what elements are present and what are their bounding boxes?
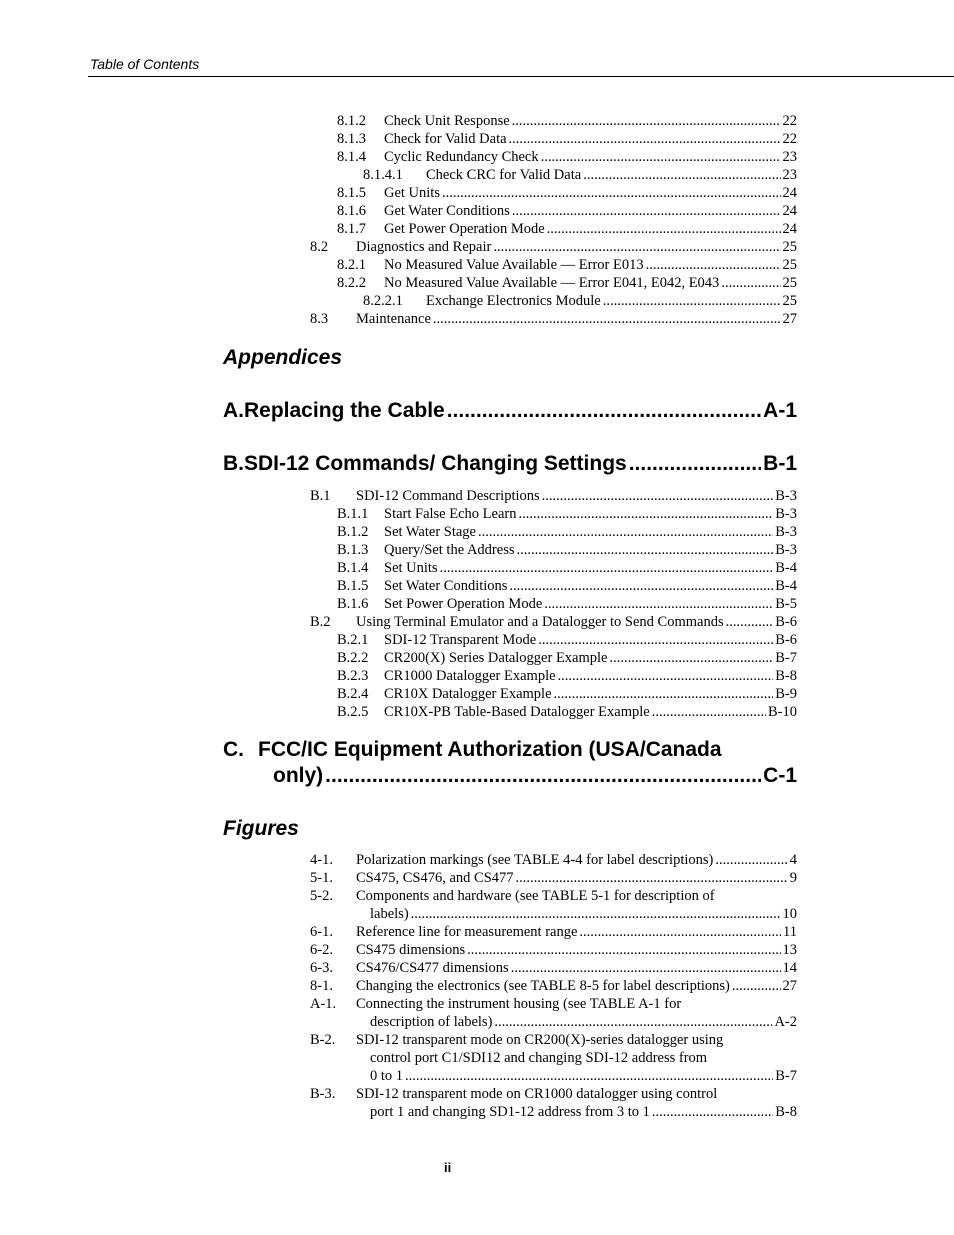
toc-title: No Measured Value Available — Error E041, E042, E043	[384, 275, 720, 291]
toc-entry[interactable]	[310, 238, 797, 256]
toc-number: B.2.4	[337, 686, 369, 702]
toc-number: B.1.6	[337, 596, 369, 612]
dot-leader	[609, 649, 773, 667]
toc-title: Set Water Stage	[384, 524, 476, 540]
figure-number: B-2.	[310, 1032, 336, 1048]
toc-entry[interactable]	[310, 613, 797, 631]
dot-leader	[542, 487, 774, 505]
toc-number: B.1.1	[337, 506, 369, 522]
dot-leader	[629, 452, 761, 476]
toc-title: Get Water Conditions	[384, 203, 510, 219]
dot-leader	[509, 577, 773, 595]
toc-entry[interactable]	[310, 487, 797, 505]
toc-entry[interactable]	[337, 202, 797, 220]
toc-number: 8.1.5	[337, 185, 366, 201]
toc-entry[interactable]	[337, 274, 797, 292]
toc-entry[interactable]	[337, 523, 797, 541]
figure-page: 11	[783, 924, 797, 940]
figures-heading: Figures	[223, 817, 299, 840]
toc-title: CR200(X) Series Datalogger Example	[384, 650, 608, 666]
dot-leader	[478, 523, 773, 541]
dot-leader	[433, 310, 781, 328]
toc-entry[interactable]	[337, 559, 797, 577]
appendix-c-line2[interactable]	[273, 764, 797, 788]
dot-leader	[512, 112, 781, 130]
figure-page: A-2	[774, 1014, 797, 1030]
toc-page: B-6	[775, 632, 797, 648]
toc-page: 25	[782, 239, 797, 255]
appendix-title: FCC/IC Equipment Authorization (USA/Canada	[258, 738, 722, 761]
figure-title: Changing the electronics (see TABLE 8-5 for label descriptions)	[356, 978, 730, 994]
figure-entry-line2[interactable]	[370, 1013, 797, 1031]
dot-leader	[583, 166, 780, 184]
toc-page: B-3	[775, 542, 797, 558]
running-header: Table of Contents	[90, 56, 200, 72]
toc-page: 27	[782, 311, 797, 327]
figure-entry[interactable]	[310, 977, 797, 995]
figure-title: description of labels)	[370, 1014, 493, 1030]
figure-entry[interactable]	[310, 869, 797, 887]
figure-number: 5-2.	[310, 888, 333, 904]
dot-leader	[493, 238, 780, 256]
toc-number: 8.1.7	[337, 221, 366, 237]
dot-leader	[579, 923, 781, 941]
toc-entry[interactable]	[337, 184, 797, 202]
dot-leader	[405, 1067, 773, 1085]
toc-title: Exchange Electronics Module	[426, 293, 601, 309]
figure-entry-line2[interactable]	[370, 905, 797, 923]
dot-leader	[467, 941, 780, 959]
toc-entry[interactable]	[337, 577, 797, 595]
dot-leader	[538, 631, 773, 649]
figure-entry-line1[interactable]	[310, 995, 681, 1013]
figure-page: B-7	[775, 1068, 797, 1084]
appendix-title-cont: only)	[273, 764, 324, 787]
toc-number: B.1.4	[337, 560, 369, 576]
toc-number: 8.3	[310, 311, 329, 327]
dot-leader	[726, 613, 774, 631]
header-rule	[88, 76, 954, 77]
toc-entry[interactable]	[337, 631, 797, 649]
toc-title: Set Power Operation Mode	[384, 596, 543, 612]
toc-title: CR1000 Datalogger Example	[384, 668, 556, 684]
appendices-heading: Appendices	[223, 346, 343, 369]
figure-title: Polarization markings (see TABLE 4-4 for label descriptions)	[356, 852, 714, 868]
toc-number: 8.2.2	[337, 275, 366, 291]
toc-number: 8.2.1	[337, 257, 366, 273]
toc-page: 25	[782, 275, 797, 291]
toc-number: B.1	[310, 488, 331, 504]
figure-entry[interactable]	[310, 959, 797, 977]
dot-leader	[547, 220, 781, 238]
toc-page: 22	[782, 113, 797, 129]
figure-number: 8-1.	[310, 978, 333, 994]
dot-leader	[518, 505, 773, 523]
toc-page: 23	[782, 167, 797, 183]
toc-page: B-4	[775, 560, 797, 576]
toc-page: B-8	[775, 668, 797, 684]
toc-page: B-3	[775, 506, 797, 522]
toc-entry[interactable]	[337, 649, 797, 667]
figure-title: CS475, CS476, and CS477	[356, 870, 514, 886]
toc-entry[interactable]	[337, 541, 797, 559]
toc-page: B-4	[775, 578, 797, 594]
figure-page: B-8	[775, 1104, 797, 1120]
dot-leader	[411, 905, 781, 923]
toc-title: Get Units	[384, 185, 440, 201]
toc-entry[interactable]	[337, 220, 797, 238]
toc-page: B-9	[775, 686, 797, 702]
toc-page: B-3	[775, 488, 797, 504]
figure-title: labels)	[370, 906, 409, 922]
toc-entry[interactable]	[363, 166, 797, 184]
toc-page: B-6	[775, 614, 797, 630]
appendix-title: Replacing the Cable	[244, 399, 445, 422]
figure-page: 13	[782, 942, 797, 958]
toc-number: 8.1.4	[337, 149, 366, 165]
toc-title: Get Power Operation Mode	[384, 221, 545, 237]
figure-page: 10	[782, 906, 797, 922]
dot-leader	[652, 703, 766, 721]
dot-leader	[541, 148, 781, 166]
dot-leader	[440, 559, 774, 577]
toc-page: B-5	[775, 596, 797, 612]
toc-number: 8.2.2.1	[363, 293, 403, 309]
toc-entry[interactable]	[337, 703, 797, 721]
figure-title-line1: SDI-12 transparent mode on CR200(X)-series datalogger using	[356, 1032, 724, 1048]
toc-title: Set Units	[384, 560, 438, 576]
toc-title: Check Unit Response	[384, 113, 510, 129]
figure-entry-line1[interactable]	[310, 1031, 723, 1049]
appendix-label: C.	[223, 738, 244, 761]
toc-page: B-3	[775, 524, 797, 540]
toc-page: 23	[782, 149, 797, 165]
appendix-page: C-1	[763, 764, 797, 787]
toc-number: 8.1.6	[337, 203, 366, 219]
toc-title: Using Terminal Emulator and a Datalogger to Send Commands	[356, 614, 724, 630]
figure-number: A-1.	[310, 996, 337, 1012]
appendix-a-entry[interactable]	[223, 399, 797, 423]
toc-entry[interactable]	[337, 130, 797, 148]
toc-title: Start False Echo Learn	[384, 506, 517, 522]
figure-title: port 1 and changing SD1-12 address from 3 to 1	[370, 1104, 650, 1120]
figure-title-line2: control port C1/SDI12 and changing SDI-12 address from	[370, 1050, 708, 1066]
appendix-c-line1[interactable]	[223, 738, 722, 762]
toc-page: 24	[782, 221, 797, 237]
figure-number: B-3.	[310, 1086, 336, 1102]
figure-number: 4-1.	[310, 852, 333, 868]
appendix-title: SDI-12 Commands/ Changing Settings	[244, 452, 627, 475]
toc-title: CR10X-PB Table-Based Datalogger Example	[384, 704, 650, 720]
figure-entry[interactable]	[310, 851, 797, 869]
figure-page: 27	[782, 978, 797, 994]
toc-number: B.2.1	[337, 632, 369, 648]
toc-title: SDI-12 Command Descriptions	[356, 488, 540, 504]
dot-leader	[652, 1103, 773, 1121]
toc-page: B-10	[768, 704, 797, 720]
toc-number: 8.2	[310, 239, 329, 255]
figure-title-line1: SDI-12 transparent mode on CR1000 datalogger using control	[356, 1086, 718, 1102]
toc-page: 24	[782, 203, 797, 219]
toc-entry[interactable]	[337, 256, 797, 274]
toc-number: B.2	[310, 614, 331, 630]
toc-title: No Measured Value Available — Error E013	[384, 257, 644, 273]
figure-number: 6-3.	[310, 960, 333, 976]
toc-page: 22	[782, 131, 797, 147]
figure-title: CS475 dimensions	[356, 942, 466, 958]
dot-leader	[509, 130, 781, 148]
toc-title: CR10X Datalogger Example	[384, 686, 552, 702]
toc-number: 8.1.4.1	[363, 167, 403, 183]
figure-entry-line3[interactable]	[370, 1067, 797, 1085]
appendix-page: B-1	[763, 452, 797, 475]
figure-title: 0 to 1	[370, 1068, 404, 1084]
page-number: ii	[444, 1160, 452, 1175]
toc-entry[interactable]	[337, 112, 797, 130]
appendix-page: A-1	[763, 399, 797, 422]
dot-leader	[715, 851, 787, 869]
figure-entry-line1[interactable]	[310, 887, 715, 905]
figure-entry[interactable]	[310, 923, 797, 941]
figure-title: Reference line for measurement range	[356, 924, 578, 940]
toc-entry[interactable]	[337, 148, 797, 166]
toc-entry[interactable]	[363, 292, 797, 310]
toc-number: B.1.5	[337, 578, 369, 594]
toc-title: Check for Valid Data	[384, 131, 507, 147]
dot-leader	[494, 1013, 772, 1031]
toc-page: 25	[782, 293, 797, 309]
toc-entry[interactable]	[337, 505, 797, 523]
toc-title: Set Water Conditions	[384, 578, 508, 594]
toc-title: Check CRC for Valid Data	[426, 167, 582, 183]
appendix-b-entry[interactable]	[223, 452, 797, 476]
toc-title: Query/Set the Address	[384, 542, 515, 558]
figure-title: CS476/CS477 dimensions	[356, 960, 509, 976]
toc-title: SDI-12 Transparent Mode	[384, 632, 537, 648]
figure-entry-line1[interactable]	[310, 1085, 717, 1103]
dot-leader	[325, 764, 761, 788]
figure-page: 4	[789, 852, 797, 868]
toc-number: B.2.2	[337, 650, 369, 666]
toc-title: Maintenance	[356, 311, 431, 327]
toc-entry[interactable]	[337, 685, 797, 703]
dot-leader	[721, 274, 780, 292]
toc-entry[interactable]	[337, 595, 797, 613]
figure-page: 9	[789, 870, 797, 886]
toc-entry[interactable]	[310, 310, 797, 328]
appendix-label: A.	[223, 399, 244, 422]
toc-page: 25	[782, 257, 797, 273]
dot-leader	[603, 292, 781, 310]
toc-number: 8.1.2	[337, 113, 366, 129]
figure-entry-line2[interactable]	[370, 1103, 797, 1121]
dot-leader	[558, 667, 774, 685]
dot-leader	[447, 399, 761, 423]
figure-title-line1: Connecting the instrument housing (see TABLE A-1 for	[356, 996, 682, 1012]
figure-title-line1: Components and hardware (see TABLE 5-1 for description of	[356, 888, 715, 904]
figure-entry[interactable]	[310, 941, 797, 959]
dot-leader	[732, 977, 781, 995]
dot-leader	[554, 685, 774, 703]
appendix-label: B.	[223, 452, 244, 475]
dot-leader	[516, 869, 788, 887]
figure-number: 5-1.	[310, 870, 333, 886]
toc-page: B-7	[775, 650, 797, 666]
dot-leader	[512, 202, 781, 220]
figure-number: 6-2.	[310, 942, 333, 958]
toc-page: 24	[782, 185, 797, 201]
toc-number: 8.1.3	[337, 131, 366, 147]
toc-title: Cyclic Redundancy Check	[384, 149, 539, 165]
toc-number: B.1.3	[337, 542, 369, 558]
toc-number: B.1.2	[337, 524, 369, 540]
figure-number: 6-1.	[310, 924, 333, 940]
dot-leader	[516, 541, 773, 559]
dot-leader	[646, 256, 781, 274]
dot-leader	[544, 595, 773, 613]
toc-number: B.2.3	[337, 668, 369, 684]
dot-leader	[442, 184, 781, 202]
toc-number: B.2.5	[337, 704, 369, 720]
toc-title: Diagnostics and Repair	[356, 239, 492, 255]
figure-page: 14	[782, 960, 797, 976]
dot-leader	[511, 959, 781, 977]
toc-entry[interactable]	[337, 667, 797, 685]
